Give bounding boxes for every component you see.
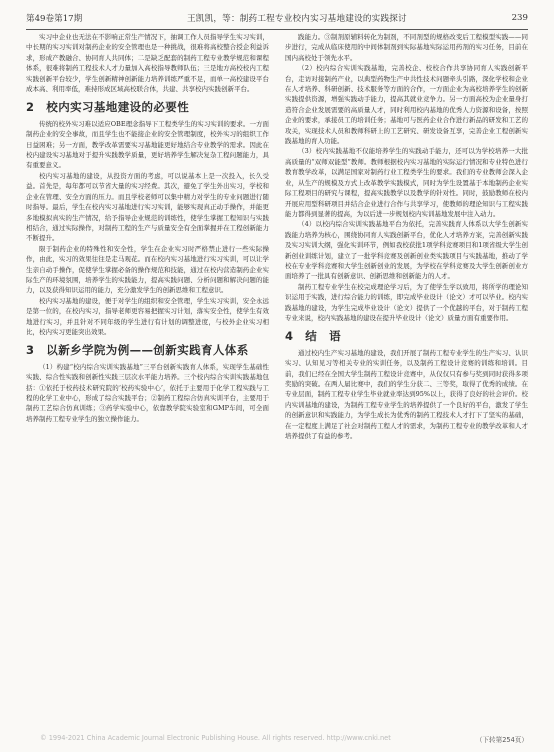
paragraph: 校内实习基地的建设，便于对学生的组织和安全管理，学生实习实训，安全永远是第一位的，在校内实习，指导老师更容易把握实习计划，落实安全性，使学生有效地进行实习，并且针对不同年级的学生进行有计划的调整进度，与校外企业实习相比，校内实习更能突出效果。 [26, 296, 269, 336]
paragraph: （2）校内综合实训实践基地，完善校企、校校合作共享协同育人实践创新平台，走访对接制药产业，以典型药物生产中共性技术问题牵头引路，深化学校和企业在人才培养、科研创新、技术服务等方面的合作，一方面企业为高校培养学生的创新实践提供资源，增强实践动手能力，提高其就业竞争力。另一方面高校为企业量身打造符合企业发展需要的高质量人才，同时利用校内基地的优秀人力资源和设备，按照企业的要求，承接员工的培训任务；基地可与医药企业合作进行新品的研发和工艺的攻关，实现技术人员和教师科研上的工艺研究、研发设备互享，完善企业工程创新实践基地的育人功能。 [285, 64, 528, 146]
page-number: 239 [511, 13, 528, 23]
paragraph: 限于制药企业的特殊性和安全性，学生在企业实习时严格禁止进行一些实际操作，由此，实习的效果往往是走马观花。而在校内实习基地进行实习实训，可以让学生亲自动手操作，促使学生掌握必备的操作规范和技能，通过在校内营造制药企业实际生产的环境氛围，培养学生的实践能力，提高实践问题、分析问题和解决问题的能力，以及获得知识运用的能力，充分激发学生的创新思维和工程意识。 [26, 244, 269, 295]
section-heading: 4 结 语 [285, 329, 342, 344]
paragraph: （1）构建“校内综合实训实践基地”三平台创新实践育人体系，实现学生基础性实践、综合性实践和创新性实践三层次水平能力培养。三个校内综合实训实践基地包括：①依托于校药技术研究院的‘校药实验中心’，依托于主要用于化学工程实践与工程的化学工业中心，形成了综合实践平台；②制药工程综合仿真实训平台，主要用于制药工艺综合仿真训练；③药学实验中心，依靠教学院实验室和GMP车间，可全面培养制药工程专业学生的独立操作能力。 [26, 362, 269, 423]
section-heading: 3 以新乡学院为例——创新实践育人体系 [26, 343, 249, 358]
left-column [26, 32, 269, 424]
paragraph: 制药工程专业学生在校完成理论学习后，为了使学生学以致用，将所学的理论知识运用于实践，进行综合能力的训练，即完成毕业设计（论文）才可以毕业。校内实践基地的建设，为学生完成毕业设计（论文）提供了一个优越的平台，对于制药工程专业来说，校内实践基地的建设在提升毕业设计（论文）质量方面有重要作用。 [285, 282, 528, 322]
paragraph: （3）校内实践基地不仅能培养学生的实践动手能力，还可以为学校培养一大批高质量的“双师双能型”教师。教师根据校内实习基地的实际运行情况和专业特色进行教育教学改革，以满足国家对制药行业工程类学生的要求。我们的专业教师会深入企业，从生产的规模及方式上改革教学实践模式，同时为学生设置基于本地制药企业实际工程项目的研究与课程，提高实践教学以及教学的针对性。同时，鼓励教师在校内开展应用型科研项目并结合企业进行合作与共享学习，使教师的理论知识与工程实践能力都得到显著的提高，为以后进一步规划校内实训基地发展中注入动力。 [285, 147, 528, 218]
running-header [26, 10, 528, 30]
paragraph: 通过校内生产实习基地的建设，我们开展了制药工程专业学生的生产实习、认识实习、认知见习等相关专业的实训任务，以及制药工程设计竞赛的训练和培训。目前，我们已经在全国大学生制药工程设计竞赛中，从仅仅只有参与奖到同时获得多项奖励的突破。在两人届比赛中，我们的学生分获二、三等奖，取得了优秀的成绩。在专业层面，制药工程专业学生毕业就业率达到95%以上，获得了良好的社会评价。校内实训基地的建设，为制药工程专业学生的培养提供了一个良好的平台，激发了学生的创新意识和实践能力，为学生成长为优秀的制药工程技术人才打下了坚实的基础，在一定程度上满足了社会对制药工程人才的需求，为制药工程专业的教学改革和人才培养提供了有益的参考。 [285, 348, 528, 441]
section-heading: 2 校内实习基地建设的必要性 [26, 100, 190, 115]
paragraph: 传统的校外实习难以适应OBE理念指导下工程类学生的实习实训的要求。一方面制药企业的安全事故，而且学生也不能接企业的安全管理制度，校外实习的组织工作日益困难；另一方面，教学改革需要实习基地能更好地结合专业教学的需求。因此在校内建设实习基地对于提升实践教学质量，更好培养学生解决复杂工程问题能力，具有重要意义。 [26, 119, 269, 170]
journal-issue: 第49卷第17期 [26, 14, 83, 24]
continued-note: （下转第254页） [475, 736, 528, 744]
paragraph: 校内实习基地的建设，从投资方面的考虑，可以说基本上是一次投入，长久受益。首先是，每年都可以节省大量的实习经费。其次，避免了学生外出实习，学校和企业在管理、安全方面的压力。而且学校老师可以集中精力对学生的专业问题进行随时指导。最后，学生在校内实习基地进行实习实训，能够实现真正动手操作，并能更多地模拟真实的生产情况，给予指导企业规范的训练性，使学生掌握工程知识与实践相结合，通过实际操作，对制药工程的生产与质量安全有全面掌握并在工程创新能力不断提升。 [26, 171, 269, 243]
paragraph: 实习中企业也无法在不影响正常生产情况下，抽调工作人员指导学生实习实训，中长期的实习实训对制药企业的安全管理也是一种挑战，很难将高校整合授企利益诉求，形成产教融合、协同育人共同体；二是缺乏配套的制药工程专业教学规范和课程体系，很难将制药工程技术人才力量加入高校指导教师队伍；三是地方高校校内工程实践创新平台较少，学生创新精神创新能力培养训练严重不足，而单一高校建设平台成本高、利用率低，难持形成区域高校联合体，共建、共享校内实践创新平台。 [26, 33, 269, 94]
paragraph: 践能力。③制剂原辅料转化为制剂，不同剂型的规格改变后工程模型实践——同步进行，完成从临床使用的中间体制剂到实际基地实际运用药剂的实习任务，目前在国内高校处于领先水平。 [285, 33, 528, 62]
footer [40, 734, 528, 744]
running-title: 王凯凯，等：制药工程专业校内实习基地建设的实践探讨 [186, 14, 407, 24]
paragraph: （4）以校内综合实训实践基地平台为依托，完善实践育人体系以大学生创新实践能力培养为核心，围绕协同育人实践创新平台，优化人才培养方案，完善创新实践及实习实训大纲，强化实训环节，例如我校获批1项学科竞赛项目和1项省级大学生创新创业训练计划，建立了一批学科竞赛及创新创业类实践项目与实践基地，推动了学校在专业学科竞赛和大学生创新创业的发展，为学校在学科竞赛及大学生创新创业方面培养了一批具有创新意识、创新思维和创新能力的人才。 [285, 220, 528, 281]
right-column [285, 32, 528, 441]
copyright-watermark: © 1994-2021 China Academic Journal Electronic Publishing House. All rights reserved. http://www.cnki.net [40, 734, 391, 742]
